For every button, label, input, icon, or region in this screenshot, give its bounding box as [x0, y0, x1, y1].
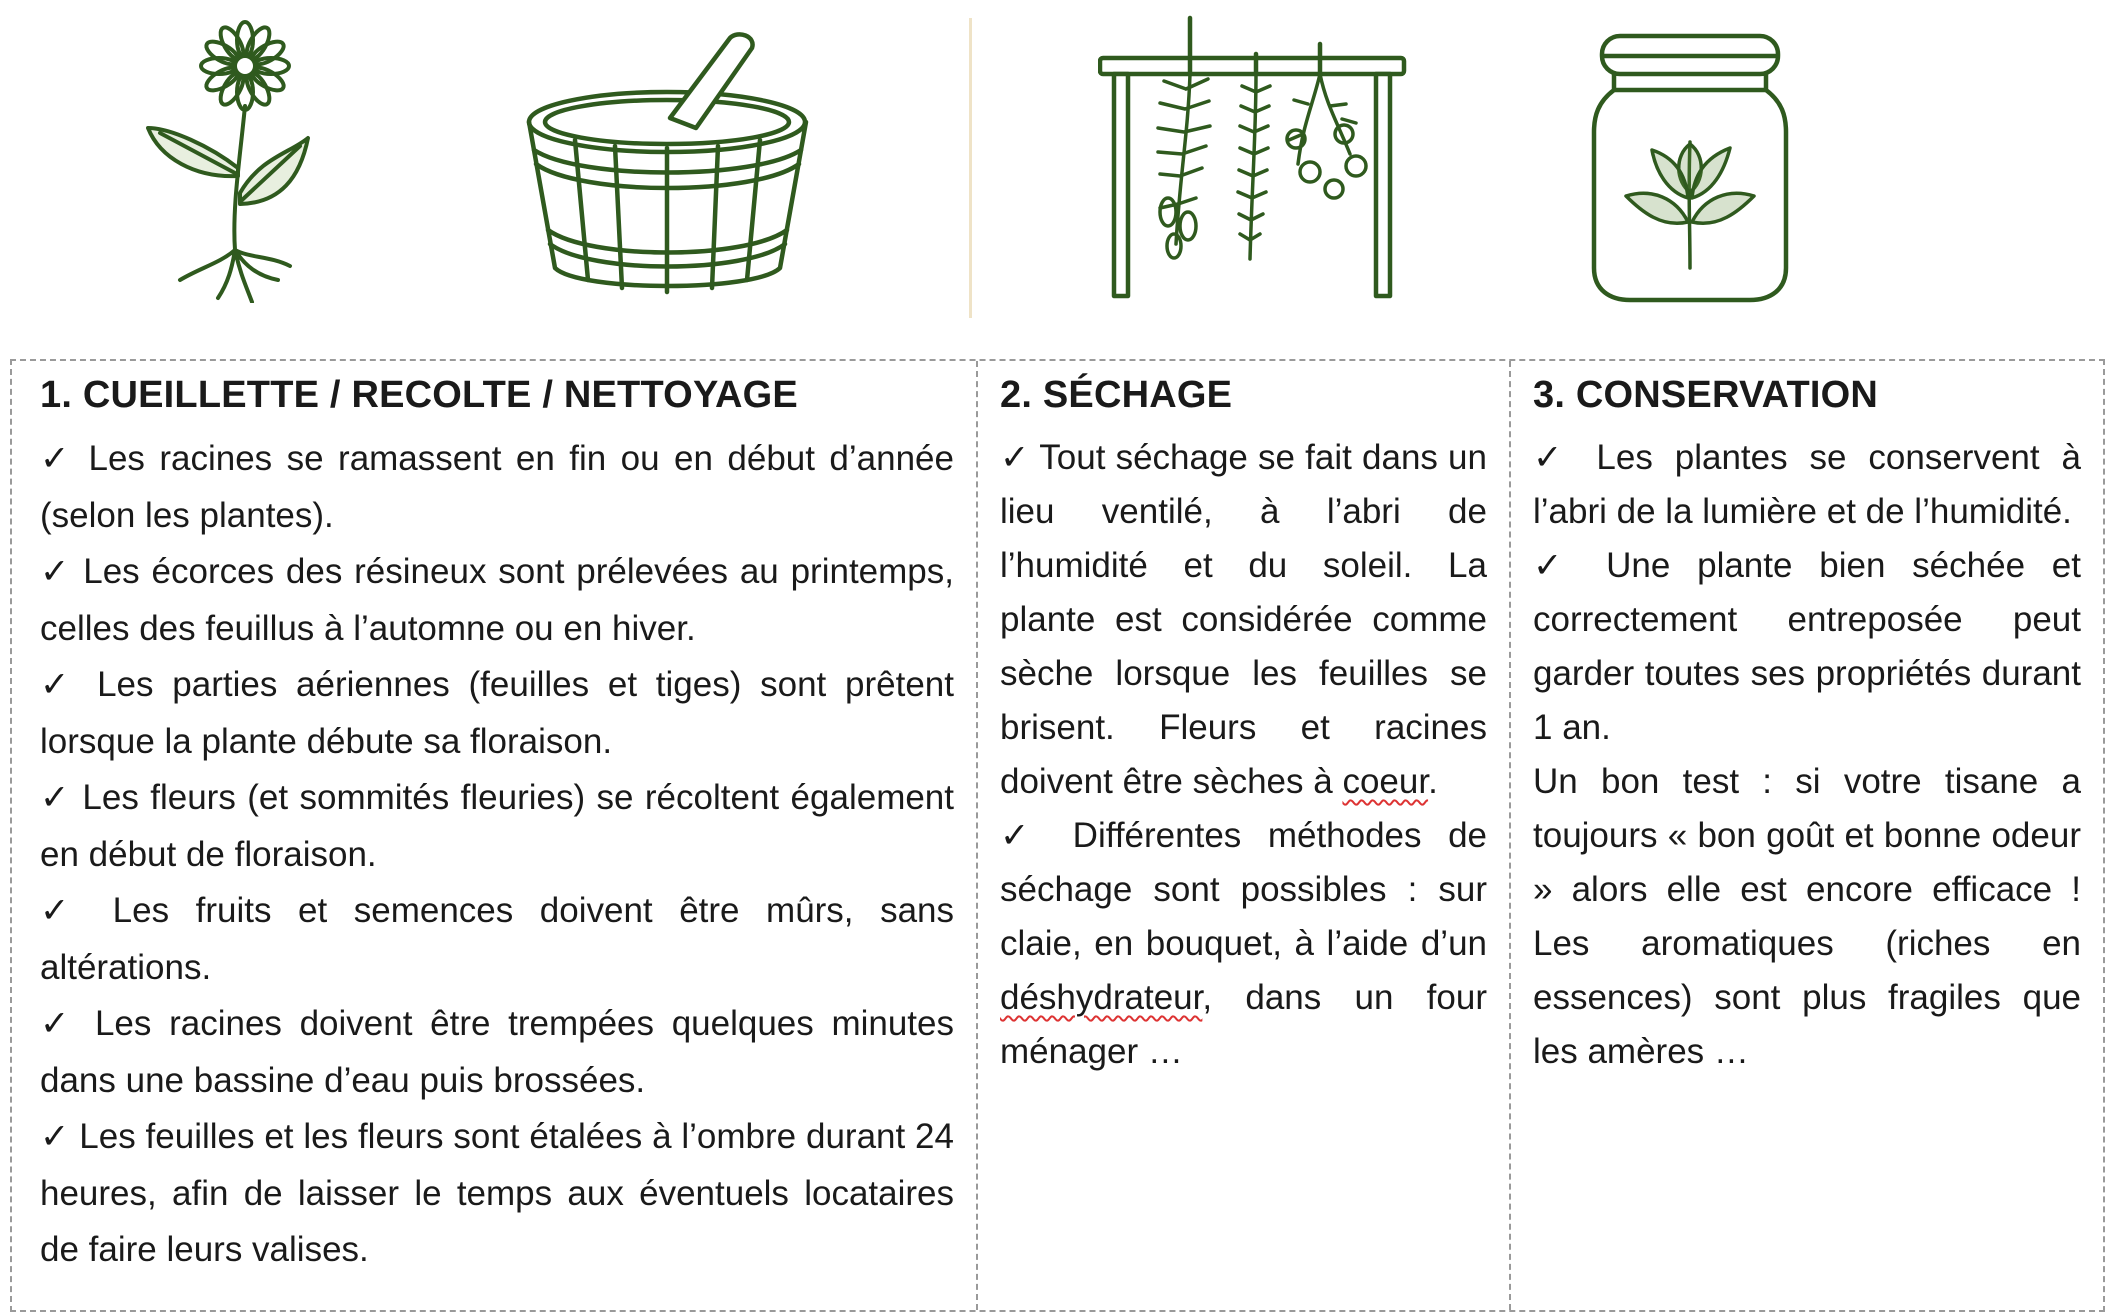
drying-text: ✓ Différentes méthodes de séchage sont possibles : sur claie, en bouquet, à l’aide d’un	[1000, 816, 1487, 963]
flower-icon	[140, 18, 310, 303]
illustrations-row	[0, 0, 2116, 350]
drying-item	[1000, 809, 1487, 1079]
harvest-item: ✓ Les fleurs (et sommités fleuries) se récoltent également en début de floraison.	[40, 778, 954, 874]
herb-jar-icon	[1590, 32, 1790, 304]
harvest-item: ✓ Les racines se ramassent en fin ou en début d’année (selon les plantes).	[40, 439, 954, 535]
storage-item: ✓ Les plantes se conservent à l’abri de la lumière et de l’humidité.	[1533, 438, 2081, 531]
storage-item: ✓ Une plante bien séchée et correctement entreposée peut garder toutes ses propriétés durant 1 an.	[1533, 546, 2081, 747]
spellcheck-word: coeur	[1342, 762, 1429, 801]
column-title-storage: 3. CONSERVATION	[1533, 374, 1879, 416]
column-title-harvest: 1. CUEILLETTE / RECOLTE / NETTOYAGE	[40, 374, 798, 416]
harvest-item: ✓ Les racines doivent être trempées quelques minutes dans une bassine d’eau puis brossées.	[40, 1004, 954, 1100]
drying-text: , dans un four ménager …	[1000, 978, 1487, 1071]
harvest-item: ✓ Les fruits et semences doivent être mûrs, sans altérations.	[40, 891, 954, 987]
harvest-item: ✓ Les parties aériennes (feuilles et tiges) sont prêtent lorsque la plante débute sa floraison.	[40, 665, 954, 761]
harvest-item: ✓ Les écorces des résineux sont prélevées au printemps, celles des feuillus à l’automne ou en hiver.	[40, 552, 954, 648]
drying-text: .	[1428, 762, 1438, 801]
column-title-drying: 2. SÉCHAGE	[1000, 374, 1233, 416]
wooden-bucket-icon	[520, 30, 815, 305]
spellcheck-word: déshydrateur	[1000, 978, 1203, 1017]
column-drying	[976, 361, 1509, 1310]
divider	[969, 18, 972, 318]
drying-rack-icon	[1098, 14, 1408, 299]
content-table	[10, 359, 2105, 1312]
column-storage	[1509, 361, 2103, 1310]
storage-item: Un bon test : si votre tisane a toujours « bon goût et bonne odeur » alors elle est encore efficace ! Les aromatiques (riches en essences) sont plus fragiles que les amères …	[1533, 762, 2081, 1071]
drying-item	[1000, 431, 1487, 809]
drying-text: ✓ Tout séchage se fait dans un lieu ventilé, à l’abri de l’humidité et du soleil. La plante est considérée comme sèche lorsque les feuilles se brisent. Fleurs et racines doivent être sèches à	[1000, 438, 1487, 801]
column-harvest	[12, 361, 976, 1310]
harvest-item: ✓ Les feuilles et les fleurs sont étalées à l’ombre durant 24 heures, afin de laisser le temps aux éventuels locataires de faire leurs valises.	[40, 1117, 954, 1269]
